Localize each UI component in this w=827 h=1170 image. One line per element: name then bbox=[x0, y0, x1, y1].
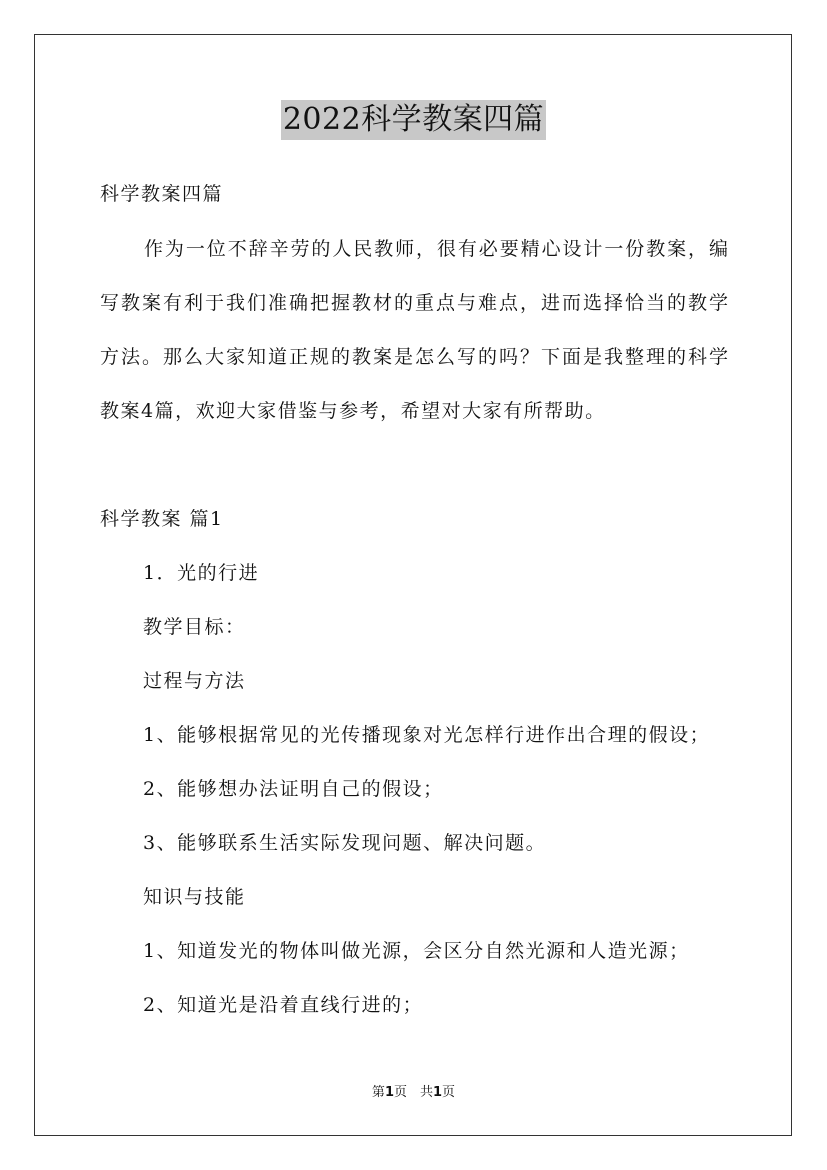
document-subtitle: 科学教案四篇 bbox=[100, 183, 224, 205]
page-footer bbox=[0, 1084, 827, 1102]
knowledge-heading: 知识与技能 bbox=[143, 886, 246, 908]
intro-line-3: 方法。那么大家知道正规的教案是怎么写的吗？下面是我整理的科学 bbox=[100, 346, 728, 368]
teaching-goals-label: 教学目标： bbox=[143, 616, 246, 638]
intro-line-4: 教案4篇，欢迎大家借鉴与参考，希望对大家有所帮助。 bbox=[100, 400, 606, 422]
intro-line-1: 作为一位不辞辛劳的人民教师，很有必要精心设计一份教案，编 bbox=[144, 238, 728, 260]
footer-page-current: 1 bbox=[384, 1085, 394, 1100]
section-heading: 科学教案 篇1 bbox=[100, 508, 224, 530]
intro-line-2: 写教案有利于我们准确把握教材的重点与难点，进而选择恰当的教学 bbox=[100, 292, 728, 314]
title-container bbox=[0, 100, 827, 140]
footer-prefix: 第 bbox=[371, 1085, 385, 1100]
knowledge-item-2: 2、知道光是沿着直线行进的； bbox=[143, 994, 424, 1016]
process-item-2: 2、能够想办法证明自己的假设； bbox=[143, 778, 444, 800]
lesson-title: 1．光的行进 bbox=[143, 562, 260, 584]
process-item-1: 1、能够根据常见的光传播现象对光怎样行进作出合理的假设； bbox=[143, 724, 711, 746]
footer-mid: 页 共 bbox=[393, 1085, 433, 1100]
document-title: 2022科学教案四篇 bbox=[281, 100, 546, 140]
knowledge-item-1: 1、知道发光的物体叫做光源，会区分自然光源和人造光源； bbox=[143, 940, 690, 962]
footer-page-total: 1 bbox=[433, 1085, 443, 1100]
process-heading: 过程与方法 bbox=[143, 670, 246, 692]
process-item-3: 3、能够联系生活实际发现问题、解决问题。 bbox=[143, 832, 547, 854]
footer-suffix: 页 bbox=[442, 1085, 456, 1100]
